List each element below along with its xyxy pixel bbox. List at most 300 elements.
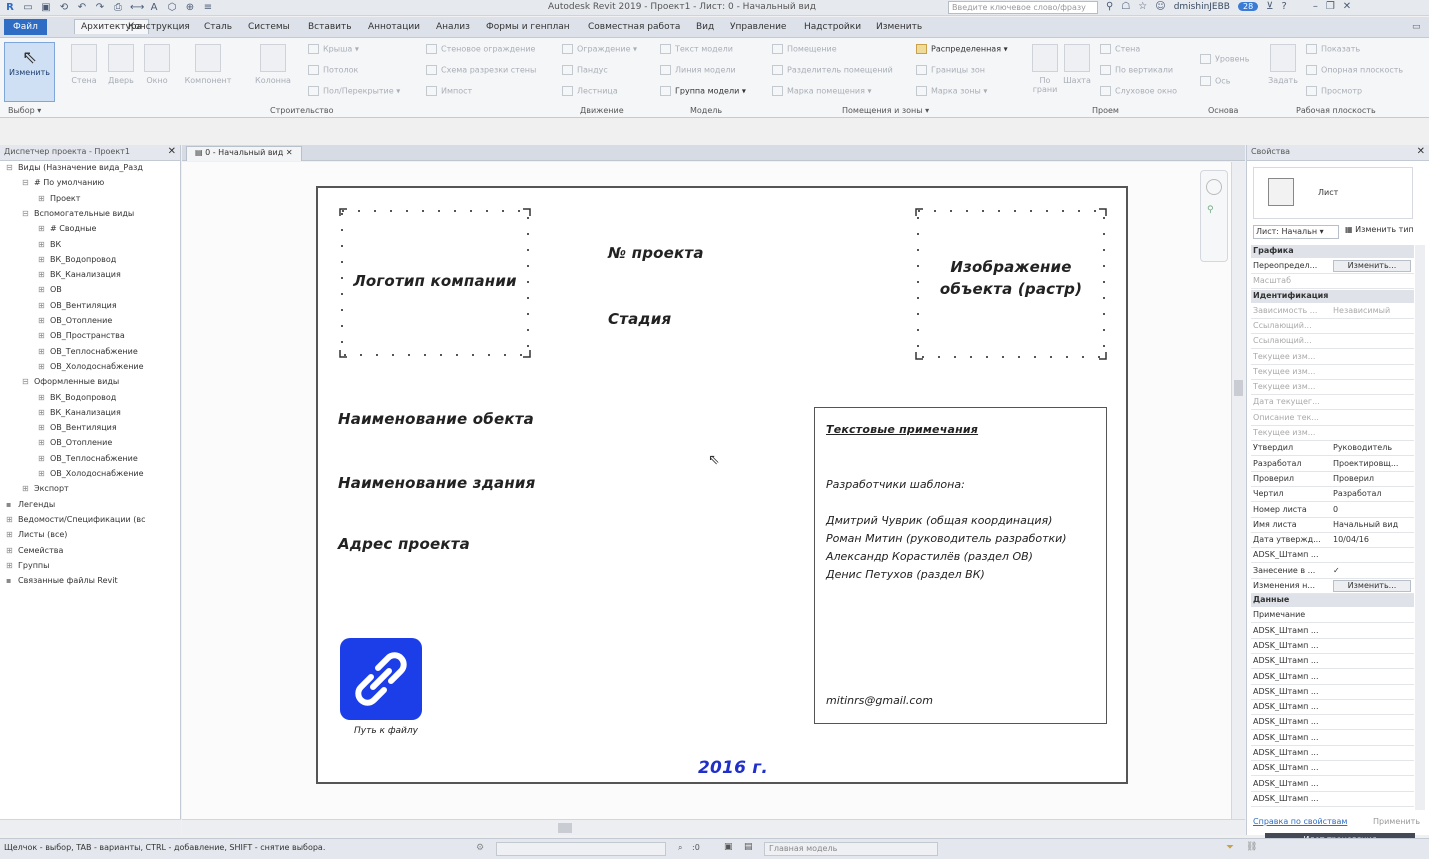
property-row[interactable] [1251,426,1414,441]
door-button[interactable] [104,44,138,85]
curtain-grid-button[interactable] [426,65,536,75]
tab-view[interactable]: Вид [696,22,715,32]
grid-button[interactable] [1200,76,1230,86]
main-model-field[interactable] [764,842,938,856]
tab-collaborate[interactable]: Совместная работа [588,22,681,32]
browser-tree-item[interactable] [38,331,125,340]
browser-tree-item[interactable] [38,469,144,478]
room-tag-label: Марка помещения ▾ [787,86,872,96]
property-row[interactable] [1251,472,1414,487]
node-icon[interactable]: ▪ [6,499,12,509]
worksets-icon[interactable]: ⚙ [476,843,485,853]
level-button[interactable] [1200,54,1249,64]
title-right-controls [1106,1,1351,12]
model-text-button[interactable] [660,44,733,54]
scroll-thumb[interactable] [1234,380,1243,396]
roof-button[interactable] [308,44,359,54]
property-row[interactable] [1251,700,1414,715]
expand-icon[interactable]: ⊞ [38,270,45,280]
property-row[interactable] [1251,304,1414,319]
group-room-area[interactable]: Помещения и зоны ▾ [842,106,930,115]
browser-tree-item[interactable] [22,209,134,218]
tab-structure[interactable]: Конструкция [128,22,190,32]
browser-tree-item[interactable] [6,163,143,172]
mullion-button[interactable] [426,86,472,96]
property-value[interactable]: Проверил [1333,473,1375,483]
property-row[interactable] [1251,685,1414,700]
tab-annotate[interactable]: Аннотации [368,22,421,32]
section-icon[interactable]: ⊕ [185,2,195,13]
property-key: Чертил [1253,489,1284,499]
browser-tree-item[interactable] [6,515,146,524]
railing-icon [562,44,573,54]
browser-scrollbar[interactable] [0,819,181,835]
expand-icon[interactable]: ⊞ [38,316,45,325]
design-options-icon[interactable]: ▣ [724,842,733,852]
browser-tree-item[interactable] [38,270,121,279]
tab-insert[interactable]: Вставить [308,22,352,32]
thin-lines-icon[interactable]: ≡ [203,2,213,13]
browser-tree-label: ОВ_Теплоснабжение [50,346,138,356]
property-row[interactable] [1251,548,1414,563]
property-value[interactable]: 10/04/16 [1333,535,1369,545]
viewer-icon [1306,86,1317,96]
expand-icon[interactable]: ⊞ [38,423,45,433]
close-icon[interactable]: ✕ [1342,1,1352,12]
group-circulation: Движение [580,106,624,115]
property-key: Номер листа [1253,504,1307,514]
property-value[interactable]: ✓ [1333,565,1340,575]
chain-link-icon [340,638,422,720]
restore-icon[interactable]: ❐ [1325,1,1335,12]
roof-icon [308,44,319,54]
browser-tree-label: ОВ_Вентиляция [50,300,117,310]
railing-button[interactable] [562,44,637,54]
browser-tree-item[interactable] [6,546,63,555]
open-icon[interactable]: ▭ [23,2,33,13]
vertical-opening-button[interactable] [1100,65,1173,75]
property-key: ADSK_Штамп ... [1253,702,1319,712]
workset-field[interactable] [496,842,666,856]
property-row[interactable] [1251,608,1414,623]
ceiling-button[interactable] [308,65,358,75]
expand-icon[interactable]: ⊞ [38,254,45,264]
property-key: ADSK_Штамп ... [1253,550,1319,560]
browser-tree-item[interactable] [38,255,116,264]
area-tag-button[interactable] [916,86,987,96]
user-name[interactable]: dmishinJEBB [1173,1,1230,12]
property-row[interactable] [1251,777,1414,792]
ceiling-icon [308,65,319,75]
design-options2-icon[interactable]: ▤ [744,842,753,852]
properties-section-data[interactable] [1251,594,1414,607]
property-row[interactable] [1251,350,1414,365]
type-selector[interactable] [1253,167,1413,219]
area-tag-label: Марка зоны ▾ [931,86,988,96]
curtain-system-button[interactable] [426,44,535,54]
room-tag-button[interactable] [772,86,872,96]
expand-icon[interactable]: ⊞ [38,438,45,448]
browser-tree-item[interactable] [38,301,117,310]
expand-icon[interactable]: ⊞ [22,484,29,494]
redo-icon[interactable]: ↷ [95,2,105,13]
document-tabs [182,145,1245,161]
area-button[interactable] [916,44,1008,54]
tab-systems[interactable]: Системы [248,22,290,32]
section-label: Данные [1253,595,1290,605]
expand-icon[interactable]: ⊞ [6,514,13,524]
wall-icon [71,44,97,72]
door-icon [108,44,134,72]
browser-tree-item[interactable] [22,178,104,187]
property-key: Примечание [1253,610,1306,620]
ramp-button[interactable] [562,65,608,75]
node-icon[interactable]: ▪ [6,576,12,586]
property-key: ADSK_Штамп ... [1253,625,1319,635]
browser-tree-item[interactable] [38,423,117,432]
file-path-caption: Путь к файлу [354,726,418,736]
property-key: Зависимость ... [1253,305,1318,315]
navigation-bar [1200,170,1228,262]
browser-tree-item[interactable] [38,285,62,294]
expand-icon[interactable]: ⊞ [6,560,13,570]
window-title: Autodesk Revit 2019 - Проект1 - Лист: 0 - Начальный вид [548,2,816,12]
collapse-icon[interactable]: ⊟ [22,178,29,188]
property-key: Текущее изм... [1253,366,1316,376]
model-line-icon [660,65,671,75]
contact-email: mitinrs@gmail.com [826,694,933,707]
property-row[interactable] [1251,503,1414,518]
component-label: Компонент [184,76,232,85]
room-separator-label: Разделитель помещений [787,65,893,75]
canvas-horizontal-scrollbar[interactable] [182,819,1245,835]
close-icon[interactable]: ✕ [167,146,176,157]
revit-logo-icon[interactable]: R [6,2,14,13]
by-face-label: По грани [1032,76,1058,94]
expand-icon[interactable]: ⊞ [38,346,45,356]
stage-label: Стадия [608,310,672,328]
browser-tree-label: Проект [50,193,81,203]
select-links-icon[interactable]: ⛓ [1246,842,1258,852]
ref-plane-button[interactable] [1306,65,1403,75]
notification-badge[interactable]: 28 [1238,2,1258,11]
area-boundary-icon [916,65,927,75]
browser-tree-item[interactable] [6,530,67,539]
property-row[interactable] [1251,715,1414,730]
model-text-icon [660,44,671,54]
property-row[interactable] [1251,579,1414,594]
edit-type-button[interactable] [1345,225,1414,234]
property-key: ADSK_Штамп ... [1253,656,1319,666]
3d-view-icon[interactable]: ⬡ [167,2,177,13]
tab-analyze[interactable]: Анализ [436,22,470,32]
curtain-icon [426,44,437,54]
measure-icon[interactable]: ⟷ [130,2,145,13]
property-row[interactable] [1251,624,1414,639]
properties-section-identity[interactable] [1251,290,1414,303]
property-edit-button[interactable]: Изменить... [1333,260,1411,272]
dormer-label: Слуховое окно [1115,86,1177,96]
set-workplane-button[interactable] [1266,44,1300,85]
expand-icon[interactable]: ⊞ [6,545,13,555]
by-face-opening-button[interactable] [1030,44,1060,94]
close-icon[interactable]: ✕ [283,148,293,157]
expand-icon[interactable]: ⊞ [38,453,45,463]
instance-selector[interactable]: Лист: Начальн ▾ [1253,225,1339,239]
browser-tree-item[interactable] [38,316,112,325]
properties-section-graphics[interactable] [1251,245,1414,258]
roof-label: Крыша ▾ [323,44,359,54]
property-row[interactable] [1251,654,1414,669]
minimize-icon[interactable]: – [1312,1,1318,12]
model-line-button[interactable] [660,65,736,75]
browser-tree-item[interactable] [6,576,118,585]
browser-tree-item[interactable] [6,561,49,570]
main-model-value: Главная модель [769,844,838,853]
property-key: Разработал [1253,458,1302,468]
modify-label: Изменить [9,68,50,77]
properties-help-link[interactable]: Справка по свойствам [1253,817,1348,826]
property-value[interactable]: Разработал [1333,489,1382,499]
dormer-button[interactable] [1100,86,1177,96]
dev-line: Александр Корастилёв (раздел ОВ) [826,550,1033,563]
property-row[interactable] [1251,457,1414,472]
browser-tree-item[interactable] [38,347,138,356]
show-icon [1306,44,1317,54]
group-datum: Основа [1208,106,1239,115]
expand-icon[interactable]: ⊞ [38,469,45,478]
property-value[interactable]: Проектировщ... [1333,458,1399,468]
component-button[interactable] [178,44,238,85]
tab-sheet-0[interactable] [186,146,302,161]
dev-line: Денис Петухов (раздел ВК) [826,568,985,581]
wall-opening-icon [1100,44,1111,54]
help-icon[interactable]: ? [1281,1,1287,12]
column-button[interactable] [248,44,298,85]
shaft-label: Шахта [1063,76,1091,85]
year-label: 2016 г. [698,758,768,778]
property-row[interactable] [1251,319,1414,334]
ref-plane-icon [1306,65,1317,75]
user-icon[interactable]: ☺ [1155,1,1166,12]
browser-tree-label: ОВ_Теплоснабжение [50,453,138,463]
print-icon[interactable]: ⎙ [114,2,122,13]
text-icon[interactable]: A [150,2,158,13]
object-name-label: Наименование обекта [338,410,534,428]
collapse-icon[interactable]: ⊟ [22,377,29,387]
cart-icon[interactable]: ⊻ [1266,1,1274,12]
browser-tree-label: Виды (Назначение вида_Разд [18,163,143,172]
subscription-icon[interactable]: ☖ [1121,1,1131,12]
modify-button[interactable] [4,42,55,102]
area-tag-icon [916,86,927,96]
browser-tree-label: ВК_Канализация [50,407,121,417]
expand-icon[interactable]: ⊞ [38,239,45,249]
property-row[interactable] [1251,639,1414,654]
property-key: Занесение в ... [1253,565,1316,575]
steering-wheel-icon[interactable] [1206,179,1222,195]
browser-tree-label: Вспомогательные виды [34,208,135,218]
expand-icon[interactable]: ⊞ [38,331,45,341]
edit-type-label: Изменить тип [1355,225,1414,234]
expand-icon[interactable]: ⊞ [38,224,45,234]
model-group-button[interactable] [660,86,746,96]
property-key: Ссылающий... [1253,336,1312,346]
area-boundary-label: Границы зон [931,65,985,75]
viewer-button[interactable] [1306,86,1362,96]
property-row[interactable] [1251,533,1414,548]
browser-tree-item[interactable] [38,438,112,447]
property-key: Масштаб [1253,276,1292,286]
project-address-label: Адрес проекта [338,535,470,553]
property-row[interactable] [1251,395,1414,410]
window-icon [144,44,170,72]
property-row[interactable] [1251,441,1414,456]
zoom-icon[interactable]: ⚲ [1207,205,1214,215]
browser-tree-item[interactable] [38,224,96,233]
editable-only-icon[interactable]: ⌕ [678,843,683,852]
tab-architecture[interactable]: Архитектура [74,19,149,34]
room-label: Помещение [787,44,837,54]
expand-icon[interactable]: ⊞ [38,300,45,310]
properties-scrollbar[interactable] [1415,245,1425,810]
property-value[interactable]: Начальный вид [1333,519,1399,529]
object-image-placeholder [915,208,1107,360]
mouse-cursor-icon: ⇖ [708,452,720,468]
select-group-label[interactable]: Выбор ▾ [8,106,42,115]
tab-file[interactable]: Файл [4,19,47,35]
sync-icon[interactable]: ⟲ [59,2,69,13]
property-row[interactable] [1251,761,1414,776]
canvas-vertical-scrollbar[interactable] [1231,162,1245,819]
binoculars-icon[interactable]: ⚲ [1106,1,1114,12]
browser-tree-label: ОВ [50,285,62,295]
property-value[interactable]: 0 [1333,504,1339,514]
property-row[interactable] [1251,518,1414,533]
mullion-label: Импост [441,86,473,96]
zero-count: :0 [692,843,700,852]
show-workplane-button[interactable] [1306,44,1360,54]
scroll-thumb[interactable] [558,823,572,833]
expand-icon[interactable]: ⊞ [38,193,45,203]
undo-icon[interactable]: ↶ [77,2,87,13]
expand-icon[interactable]: ⊞ [38,361,45,371]
property-row[interactable] [1251,731,1414,746]
expand-icon[interactable]: ⊞ [38,285,45,295]
room-separator-button[interactable] [772,65,893,75]
section-label: Идентификация [1253,290,1329,300]
area-boundary-button[interactable] [916,65,985,75]
floor-button[interactable] [308,86,400,96]
wall-button[interactable] [66,44,102,85]
tab-steel[interactable]: Сталь [204,22,233,32]
expand-icon[interactable]: ⊞ [38,392,45,402]
curtain-grid-label: Схема разрезки стены [441,65,537,75]
property-edit-button[interactable]: Изменить... [1333,580,1411,592]
type-name: Лист [1318,188,1339,197]
property-value[interactable]: Независимый [1333,305,1391,315]
text-notes-box [814,407,1107,724]
ramp-icon [562,65,573,75]
browser-tree-label: # По умолчанию [34,178,105,188]
wall-opening-button[interactable] [1100,44,1140,54]
browser-tree-label: Семейства [18,545,64,555]
favorites-icon[interactable]: ☆ [1138,1,1148,12]
filter-icon[interactable]: ⏷ [1226,842,1234,853]
browser-tree-item[interactable] [38,454,138,463]
property-value[interactable]: Руководитель [1333,443,1393,453]
browser-tree-label: # Сводные [50,224,97,234]
tab-addins[interactable]: Надстройки [804,22,862,32]
ribbon-minimize-icon[interactable]: ▭ [1412,22,1421,32]
shaft-icon [1064,44,1090,72]
room-separator-icon [772,65,783,75]
browser-tree-label: Легенды [18,499,56,509]
tab-manage[interactable]: Управление [730,22,787,32]
group-work-plane: Рабочая плоскость [1296,106,1376,115]
property-row[interactable] [1251,365,1414,380]
room-button[interactable] [772,44,837,54]
property-row[interactable] [1251,334,1414,349]
browser-tree-label: ВК [50,239,62,249]
property-row[interactable] [1251,380,1414,395]
property-row[interactable] [1251,792,1414,807]
show-label: Показать [1321,44,1361,54]
property-row[interactable] [1251,259,1414,274]
template-devs-heading: Разработчики шаблона: [826,478,965,491]
expand-icon[interactable]: ⊞ [6,530,13,540]
property-key: Имя листа [1253,519,1297,529]
property-row[interactable] [1251,274,1414,289]
search-input[interactable]: Введите ключевое слово/фразу [948,1,1098,14]
property-row[interactable] [1251,564,1414,579]
close-icon[interactable]: ✕ [1416,146,1425,157]
stair-button[interactable] [562,86,618,96]
property-key: ADSK_Штамп ... [1253,763,1319,773]
collapse-icon[interactable]: ⊟ [6,163,13,172]
browser-tree-item[interactable] [22,377,119,386]
shaft-button[interactable] [1062,44,1092,85]
browser-tree-item[interactable] [38,362,144,371]
property-row[interactable] [1251,411,1414,426]
dev-line: Роман Митин (руководитель разработки) [826,532,1067,545]
drawing-canvas[interactable] [182,162,1245,819]
window-button[interactable] [140,44,174,85]
property-row[interactable] [1251,670,1414,685]
browser-tree-item[interactable] [38,393,116,402]
property-row[interactable] [1251,746,1414,761]
apply-button[interactable]: Применить [1373,817,1421,826]
tab-modify[interactable]: Изменить [876,22,923,32]
expand-icon[interactable]: ⊞ [38,407,45,417]
stair-icon [562,86,573,96]
browser-tree-item[interactable] [38,194,80,203]
browser-tree-item[interactable] [6,500,55,509]
dormer-icon [1100,86,1111,96]
tab-massing[interactable]: Формы и генплан [486,22,570,32]
browser-tree-label: ВК_Водопровод [50,392,117,402]
browser-tree-item[interactable] [22,484,69,493]
model-text-label: Текст модели [675,44,733,54]
mullion-icon [426,86,437,96]
save-icon[interactable]: ▣ [41,2,51,13]
property-row[interactable] [1251,487,1414,502]
browser-tree-item[interactable] [38,240,61,249]
collapse-icon[interactable]: ⊟ [22,208,29,218]
file-link-icon[interactable] [340,638,422,720]
browser-tree-item[interactable] [38,408,121,417]
browser-tree-label: ОВ_Отопление [50,316,113,325]
